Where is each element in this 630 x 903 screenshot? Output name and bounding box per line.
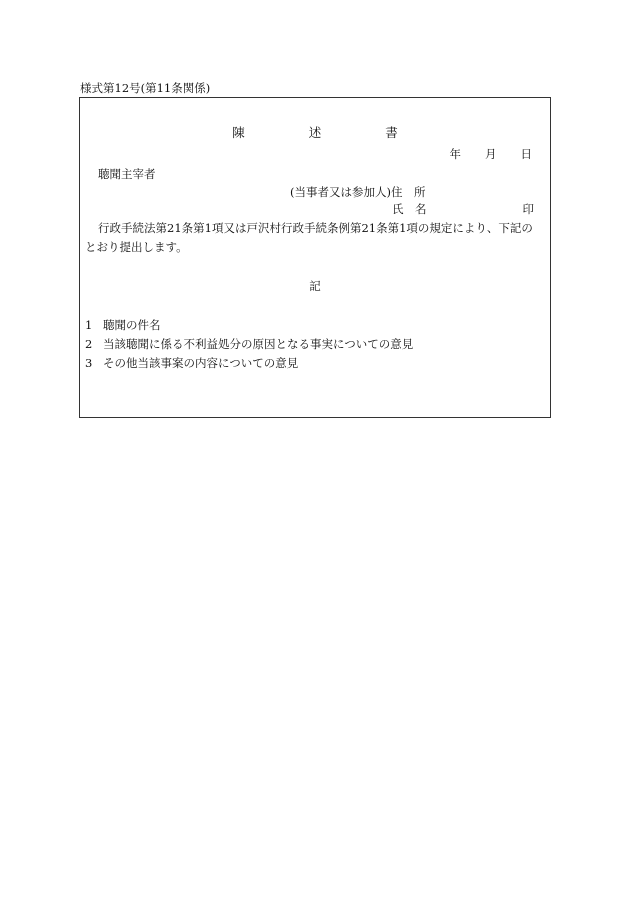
title-char: 述 [308, 125, 322, 140]
seal-mark: 印 [522, 202, 534, 216]
item-number: 1 [85, 318, 93, 332]
item-number: 2 [85, 337, 93, 351]
date-month-label: 月 [485, 147, 497, 161]
list-item [85, 335, 413, 354]
addressee: 聴聞主宰者 [98, 167, 156, 181]
item-number: 3 [85, 356, 93, 370]
date-line [450, 146, 533, 162]
ki-heading: 記 [309, 279, 321, 293]
item-text: 聴聞の件名 [103, 318, 161, 332]
address-label: (当事者又は参加人)住 所 [290, 185, 426, 199]
date-year-label: 年 [449, 147, 461, 161]
form-number: 様式第12号(第11条関係) [80, 81, 211, 95]
item-list [85, 316, 413, 373]
list-item [85, 316, 413, 335]
title-char: 陳 [232, 125, 245, 140]
item-text: その他当該事案の内容についての意見 [103, 356, 299, 370]
document-title [80, 125, 550, 141]
list-item [85, 354, 413, 373]
date-day-label: 日 [520, 147, 532, 161]
name-label: 氏 名 [392, 202, 427, 216]
item-text: 当該聴聞に係る不利益処分の原因となる事実についての意見 [103, 337, 414, 351]
title-char: 書 [385, 125, 398, 140]
statement-form [79, 97, 551, 418]
name-row [392, 201, 534, 217]
body-paragraph: 行政手続法第21条第1項又は戸沢村行政手続条例第21条第1項の規定により、下記のとおり提出します。 [85, 221, 533, 254]
